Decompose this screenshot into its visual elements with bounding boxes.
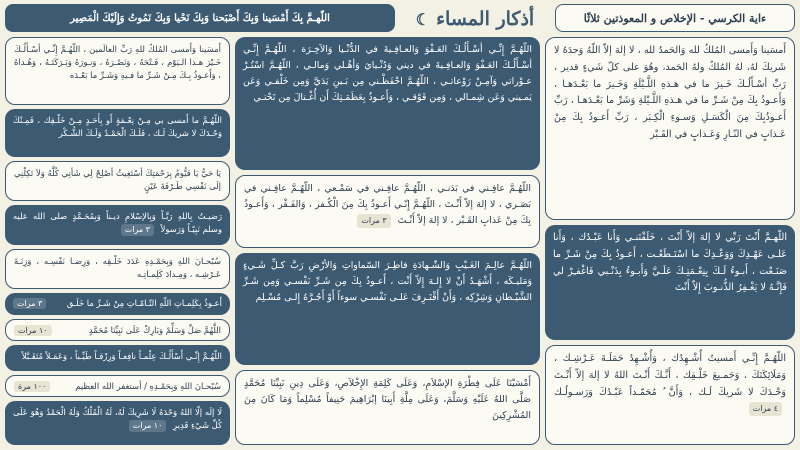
dhikr-ilm: [5, 345, 230, 371]
dhikr-text: اللّهُـمَّ عافِـني في بَدَنـي ، اللّهُـمَّ عافِـني في سَمْـعي ، اللّهُـمَّ عافِـني في بَصَـري ، لا إلهَ إلاّ أَنْـتَ ، اللّهُـمَّ إِنّـي أَعـوذُ بِكَ مِنَ الْكُـفر ، وَالفَـقْر ، وَأَعـوذُ بِكَ مِنْ عَذابِ القَـبْر ، لا إلهَ إلاّ أَنْـتَ: [244, 183, 531, 226]
dhikr-text: اللّهُـمَّ إِنِّـي أسْـأَلُـكَ العَـفْوَ وَالعـافِـيةَ في الدُّنْـيا وَالآخِـرَة ، اللّهُـمَّ إِنِّـي أسْـأَلُـكَ العَـفْوَ وَالعـافِـيةَ في ديني وَدُنْـيايَ وَأهْـلي وَمالـي ، اللّهُـمَّ اسْتُـرْ عـوْراتي وَآمِـنْ رَوْعاتـي ، اللّهُـمَّ احْفَظْـني مِن بَـينِ يَدَيَّ وَمِن خَلْفـي وَعَن يَمـيني وَعَن شِمـالي ، وَمِن فَوْقـي ، وَأَعـوذُ بِعَظَمَـتِكَ أَن أُغْـتالَ مِن تَحْتـي: [243, 44, 532, 103]
dhikr-text: اللّهُـمَّ إِنِّـي أَسْأَلُـكَ عِلْمـاً نافِعـاً وَرِزْقـاً طَيِّـباً ، وَعَمَـلاً مُتَقَـبَّلاً: [21, 351, 222, 361]
dhikr-kalimat: [5, 293, 230, 315]
dhikr-afini: [235, 175, 540, 248]
dhikr-tahlil: [5, 401, 230, 445]
dhikr-ya-hayy: [5, 161, 230, 201]
dhikr-text: اللّهُـمَّ ما أَمسى بي مِـنْ نِعْـمَةٍ أَو بِأَحَـدٍ مِـنْ خَلْـقِك ، فَمِـنْكَ وَحْـدَكَ لا شريكَ لَـك ، فَلَـكَ الْحَمْـدُ وَلَـكَ الشُّـكْر: [13, 115, 222, 139]
repeat-count-badge: ٤ مرات: [749, 402, 782, 416]
intro-banner: [555, 4, 795, 32]
dhikr-afw: [235, 37, 540, 170]
page-title: [395, 2, 555, 36]
dhikr-salli: [5, 319, 230, 341]
dhikr-text: أَمْسَيْنَا عَلَى فِطْرَةِ الإسْلاَمِ، وَعَلَى كَلِمَةِ الإِخْلاَصِ، وَعَلَى دِينِ نَبِيِّنَا مُحَمَّدٍ صَلَّى اللهُ عَلَيْهِ وَسَلَّمَ، وَعَلَى مِلَّةِ أَبِينَا إبْرَاهِيمَ حَنِيفاً مُسْلِماً وَمَا كَانَ مِنَ المُشْرِكِينَ: [244, 378, 531, 421]
dhikr-text: رَضيـتُ بِاللهِ رَبَّـاً وَبِالإسْلامِ ديـناً وَبِمُحَـمَّدٍ صلى الله عليه وسلم نَبِيّـاً وَرَسولاً: [13, 211, 222, 235]
dhikr-text: لَا إلَه إلّا اللهُ وَحْدَهُ لَا شَرِيكَ لَهُ، لَهُ الْمُلْكُ وَلَهُ الْحَمْدُ وَهُوَ عَلَى كُلِّ شَيْءِ قَدِيرِ: [13, 407, 222, 431]
dhikr-fitra: [235, 370, 540, 445]
repeat-count-badge: ٣ مرات: [121, 224, 154, 236]
center-banner-text: اللّهـمَّ بِكَ أَمْسَينا وَبِكَ أَصْبَحنا وَبِكَ نَحْيا وَبِكَ نَمُوتُ وَإِلَيْكَ الْمَصِير: [70, 12, 330, 24]
repeat-count-badge: ٣ مرات: [13, 298, 46, 309]
repeat-count-badge: ١٠٠ مرة: [14, 381, 50, 392]
dhikr-arsh: [545, 345, 795, 445]
dhikr-subhan-adad: [5, 249, 230, 289]
dhikr-text: اللّهـمَّ أَنْتَ رَبِّي لا إلهَ إلاّ أَنْتَ ، خَلَقْتَنـي وَأَنا عَبْـدُك ، وَأَنا عَلـى عَهْـدِكَ وَوَعْـدِكَ ما اسْتَـطَعْـت ، أَعـوذُ بِكَ مِنْ شَـرِّ ما صَنَـعْت ، أَبـوءُ لَـكَ بِنِعْـمَتِـكَ عَلَـيَّ وَأَبـوءُ بِذَنْـبي فَاغْفـِرْ لي فَإِنَّـهُ لا يَغْـفِرُ الذُّنـوبَ إِلاّ أَنْتَ: [553, 232, 787, 294]
repeat-count-badge: ١٠ مرات: [14, 325, 52, 336]
dhikr-sayyid-istighfar: [545, 225, 795, 340]
dhikr-text: يَا حَيُّ يَا قيُّومُ بِرَحْمَتِكَ أسْتَغِيثُ أصْلِحْ لِي شَأنِي كُلَّهُ وَلاَ تَكِلْنِي إلَى نَفْسِي طَـرْفَةَ عَيْنٍ: [14, 168, 221, 192]
dhikr-text: اللَّهُمَّ صَلِّ وَسَلِّمْ وَبَارِكْ عَلَى نَبِيِّنَا مُحَمَّدٍ: [88, 325, 221, 335]
dhikr-text: أَعـوذُ بِكَلِمـاتِ اللّهِ التّـامّـاتِ مِنْ شَـرِّ ما خَلَـق: [66, 298, 222, 308]
page-title-text: أذكار المساء: [436, 8, 535, 30]
dhikr-text: سُبْحـانَ اللهِ وَبِحَمْـدِهِ / أستغفر الله العظيم: [75, 381, 221, 391]
dhikr-mulk-rab: [5, 37, 230, 105]
intro-banner-text: ءاية الكرسي - الإخلاص و المعوذتين ثلاثًا: [583, 11, 767, 25]
dhikr-text: اللّهُـمَّ إِنِّـي أَمسيتُ أُشْـهِدُك ، وَأُشْـهِدُ حَمَلَـةَ عَـرْشِـك ، وَمَلَائِكَتَكَ ، وَجَمـيعَ خَلْـقِك ، أَنَّـكَ أَنْـتَ اللهُ لا إلهَ إلاّ أَنْـتَ وَحْـدَكَ لا شَريكَ لَـك ، وَأَنَّ ُ مُحَمّـداً عَبْـدُكَ وَرَسـولُـك: [554, 353, 786, 398]
center-banner: [5, 4, 395, 32]
dhikr-text: سُبْحـانَ اللهِ وَبِحَمْـدِهِ عَدَدَ خَلْـقِه ، وَرِضـا نَفْسِـه ، وَزِنَـةَ عَـرْشِـه ، وَمِـدادَ كَلِمـاتِـه: [14, 256, 221, 280]
dhikr-text: أَمسَينا وَأَمسى المُلكُ للهِ رَبِّ العالَمين ، اللّهُـمَّ إِنِّـي أسْـأَلُـكَ خَـيْرَ هـذا الـيَوْم ، فَـتْحَهُ ، وَنَصْـرَهُ ، وَنـورَهُ وَبَـرَكَتَـهُ ، وَهُـداهُ ، وَأَعـوذُ بِـكَ مِـنْ شَـرِّ ما فـيهِ وَشَـرِّ ما بَعْـدَه: [14, 44, 221, 81]
dhikr-alim-ghayb: [235, 253, 540, 365]
crescent-moon-icon: ☾: [415, 9, 431, 29]
repeat-count-badge: ٣ مرات: [357, 214, 390, 228]
dhikr-radit: [5, 205, 230, 245]
dhikr-tasbih: [5, 375, 230, 397]
repeat-count-badge: ١٠ مرات: [129, 420, 167, 432]
dhikr-nimah: [5, 109, 230, 157]
dhikr-text: اللّهُـمَّ عالِـمَ الغَـيْبِ وَالشّـهادَةِ فاطِـرَ السّماواتِ وَالأرْضِ رَبَّ كـلِّ شَـيءٍ وَمَليـكَه ، أَشْهَـدُ أَنْ لا إِلـهَ إِلاّ أَنْت ، أَعـوذُ بِكَ مِن شَـرِّ نَفْسـي وَمِن شَـرِّ الشَّيْـطانِ وَشِرْكِه ، وَأَنْ أَقْتَـرِفَ عَلـى نَفْسـي سوءاً أَوْ أَجُـرَّهُ إِلـى مُسْـلِم: [243, 260, 532, 303]
dhikr-mulk-right: [545, 37, 795, 220]
dhikr-text: أَمسَينا وَأَمسى المُلكُ لله وَالحَمدُ لله ، لا إلهَ إلاّ اللّهُ وَحدَهُ لا شَريكَ لهُ، لهُ المُلكُ ولهُ الحَمد، وهُوَ على كلّ شَيءٍ قدير ، رَبِّ أسْـأَلُـكَ خَـيرَ ما في هـذهِ اللَّـيْلَةِ وَخَـيرَ ما بَعْـدَهـا ، وَأَعـوذُ بِكَ مِنْ شَـرِّ ما في هـذهِ اللَّـيْلةِ وَشَرِّ ما بَعْـدَهـا ، رَبِّ أَعـوذُبِكَ مِنَ الْكَسَـلِ وَسـوءِ الْكِـبَر ، رَبِّ أَعـوذُ بِكَ مِنْ عَـذابٍ في النّـارِ وَعَـذابٍ في القَـبْر: [554, 45, 786, 140]
